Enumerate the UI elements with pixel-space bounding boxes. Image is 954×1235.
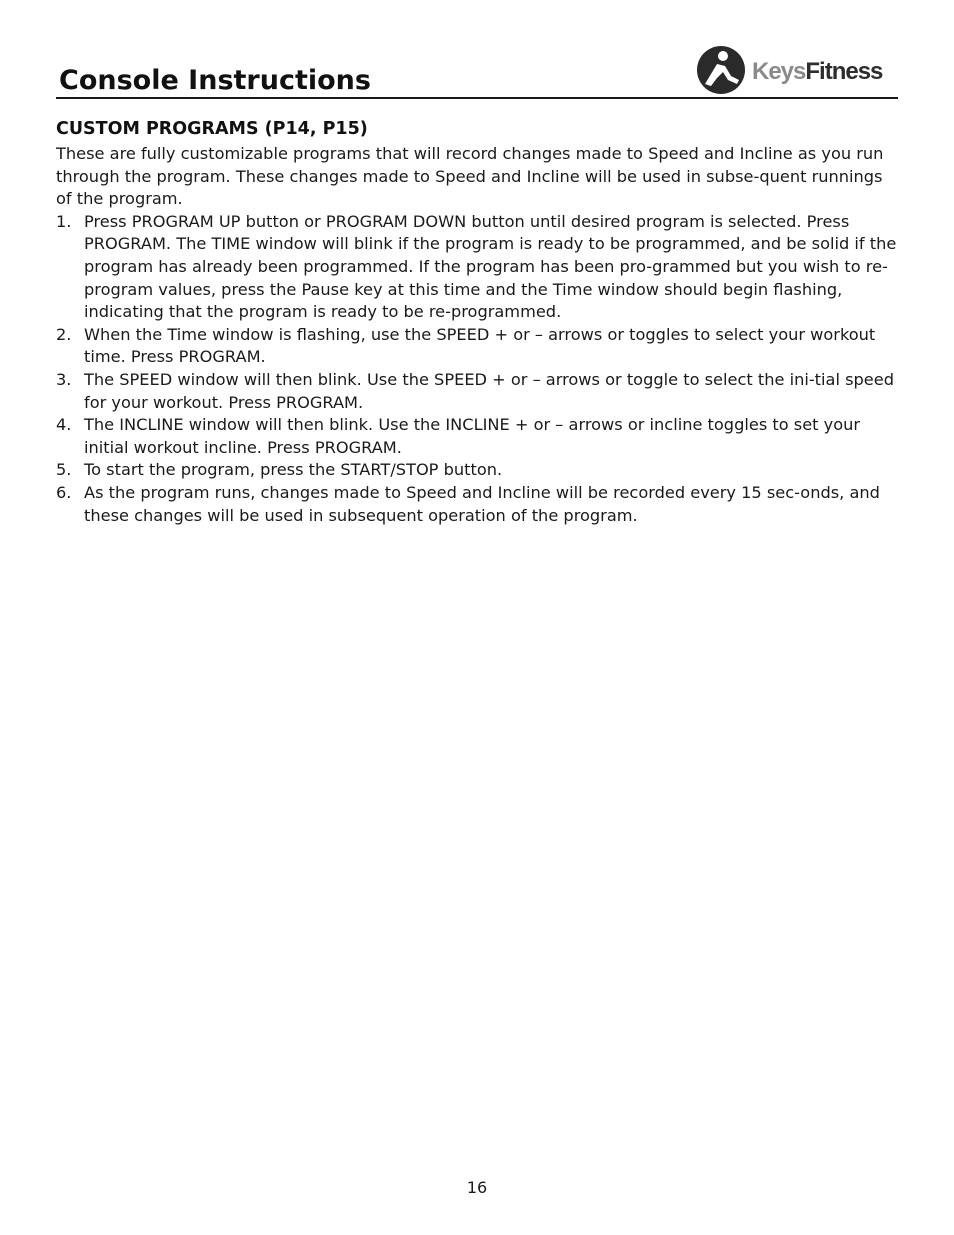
page-number: 16 (466, 1178, 488, 1197)
header-divider (56, 97, 898, 99)
steps-list (56, 211, 898, 527)
list-item (56, 324, 898, 369)
main-content (56, 117, 898, 527)
list-item (56, 459, 898, 482)
list-item (56, 211, 898, 324)
step-text: The SPEED window will then blink. Use the SPEED + or – arrows or toggle to select the ini-tial speed for your workout. Press PROGRAM. (84, 369, 894, 412)
step-number: 3. (56, 369, 72, 389)
step-text: As the program runs, changes made to Speed and Incline will be recorded every 15 sec-onds, and these changes will be used in subsequent operation of the program. (84, 482, 880, 525)
intro-paragraph: These are fully customizable programs that will record changes made to Speed and Incline as you run through the program. These changes made to Speed and Incline will be used in subse-quent runnings of the program. (56, 144, 884, 209)
step-number: 2. (56, 324, 72, 344)
list-item (56, 369, 898, 414)
step-number: 4. (56, 415, 72, 435)
step-text: Press PROGRAM UP button or PROGRAM DOWN button until desired program is selected. Press PROGRAM. The TIME window will blink if the program is ready to be programmed, and be solid if the program has already been programmed. If the program has been pro-grammed but you wish to re-program values, press the Pause key at this time and the Time window should begin flashing, indicating that the program is ready to be re-programmed. (84, 211, 897, 322)
logo-text-fitness: Fitness (805, 58, 883, 85)
runner-emblem-icon (695, 44, 747, 96)
keysfitness-logo (695, 44, 899, 96)
logo-wordmark (752, 58, 882, 86)
step-number: 1. (56, 211, 72, 231)
section-heading: CUSTOM PROGRAMS (P14, P15) (56, 119, 368, 139)
list-item (56, 482, 898, 527)
page-title: Console Instructions (59, 65, 371, 96)
step-text: The INCLINE window will then blink. Use the INCLINE + or – arrows or incline toggles to set your initial workout incline. Press PROGRAM. (84, 415, 861, 457)
step-text: When the Time window is flashing, use the SPEED + or – arrows or toggles to select your workout time. Press PROGRAM. (84, 324, 876, 367)
logo-text-keys: Keys (752, 58, 806, 85)
list-item (56, 414, 898, 459)
step-text: To start the program, press the START/STOP button. (84, 460, 503, 480)
step-number: 6. (56, 482, 72, 502)
step-number: 5. (56, 460, 72, 480)
